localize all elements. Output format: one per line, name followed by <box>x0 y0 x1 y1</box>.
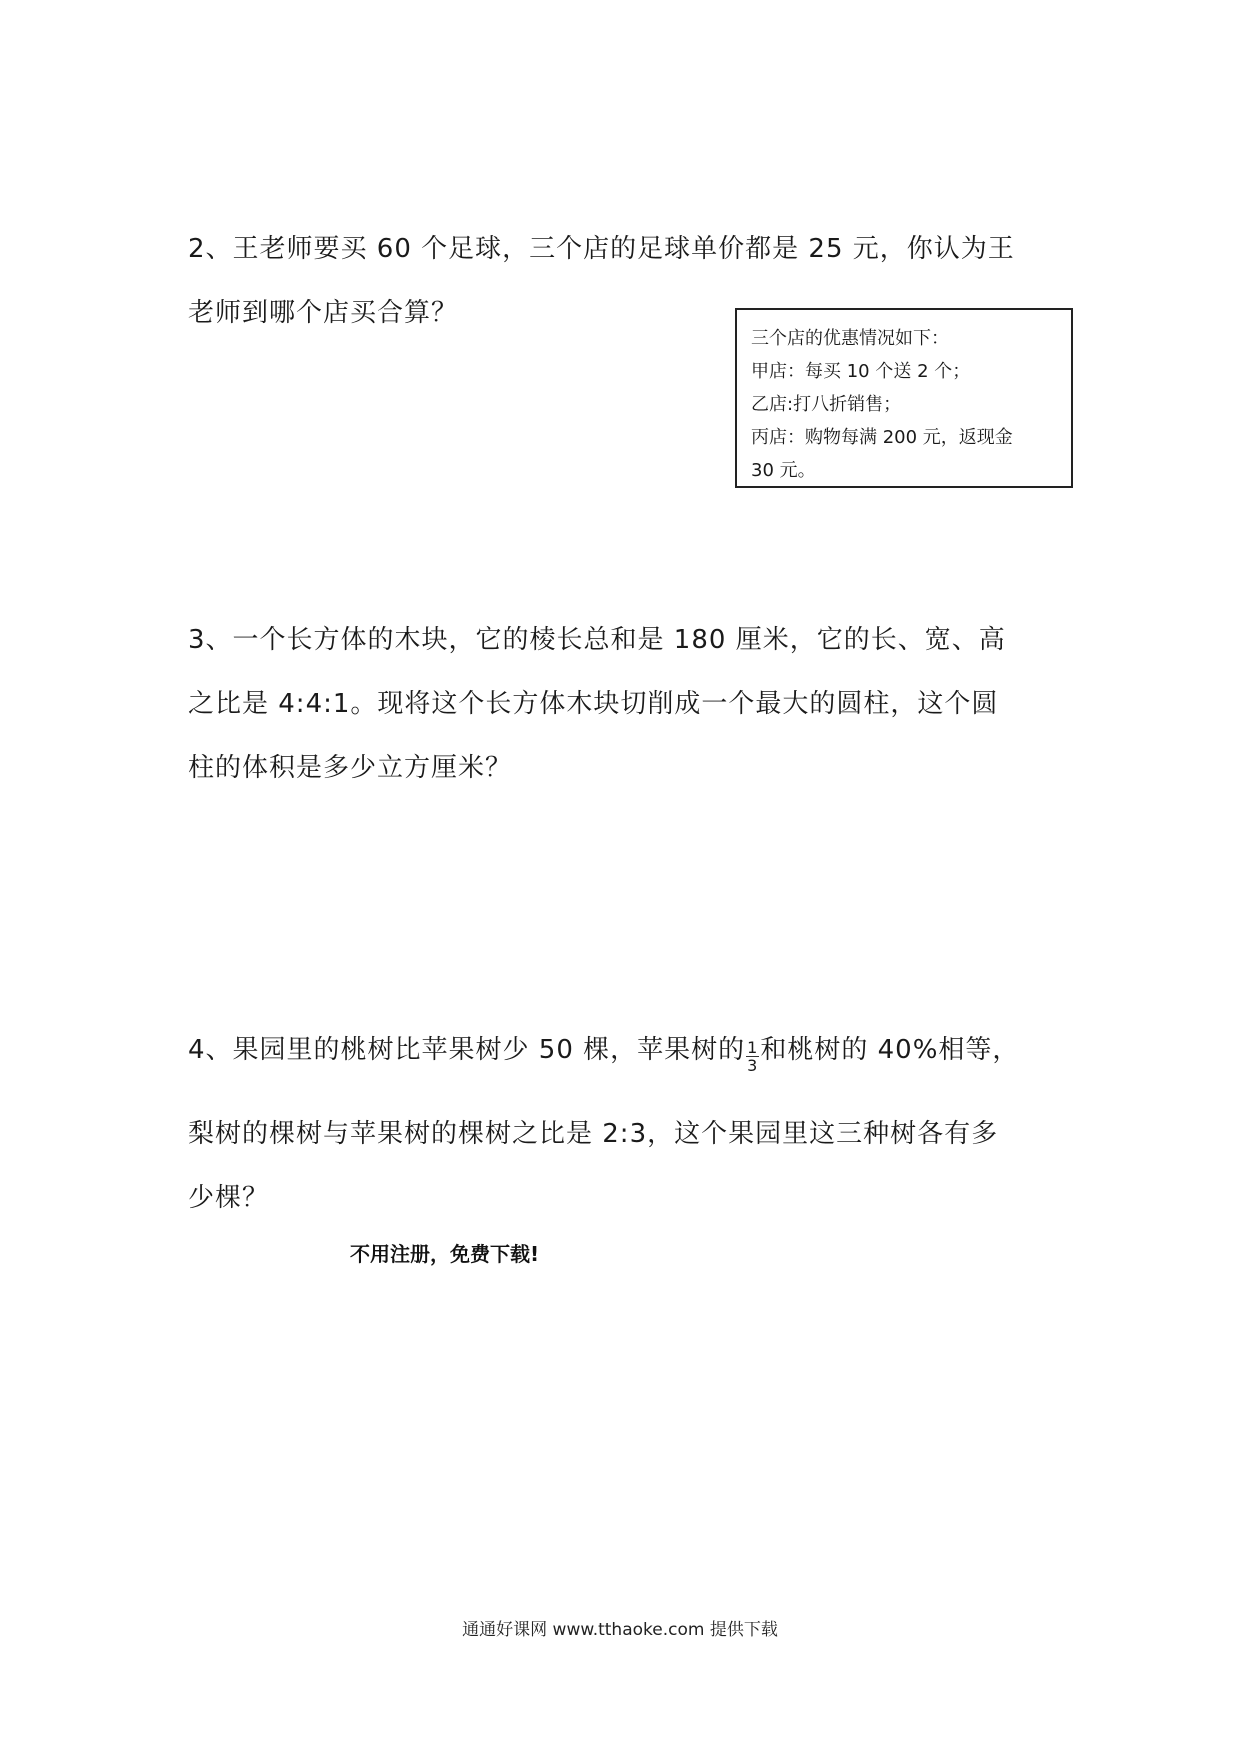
question-4-line-1-end: 和桃树的 40%相等， <box>760 1035 1020 1065</box>
fraction-denominator: 3 <box>747 1056 759 1075</box>
offer-shop-c-line-2: 30 元。 <box>751 460 816 481</box>
page-footer: 通通好课网 www.tthaoke.com 提供下载 <box>462 1620 778 1640</box>
offers-title: 三个店的优惠情况如下： <box>751 328 949 349</box>
offer-shop-b: 乙店:打八折销售； <box>751 394 902 415</box>
one-third-fraction <box>746 1039 759 1074</box>
offer-shop-c-line-1: 丙店：购物每满 200 元，返现金 <box>751 427 1013 448</box>
question-4-line-1 <box>188 1018 1068 1102</box>
offer-shop-a: 甲店：每买 10 个送 2 个； <box>751 361 971 382</box>
shop-offers-box <box>735 308 1073 488</box>
question-3 <box>188 608 1068 800</box>
free-download-note: 不用注册，免费下载! <box>350 1242 540 1266</box>
question-4-line-2: 梨树的棵树与苹果树的棵树之比是 2:3，这个果园里这三种树各有多 <box>188 1119 999 1149</box>
question-2-line-2: 老师到哪个店买合算？ <box>188 298 459 328</box>
question-3-line-3: 柱的体积是多少立方厘米？ <box>188 753 513 783</box>
question-4 <box>188 1018 1068 1230</box>
fraction-numerator: 1 <box>747 1038 759 1057</box>
question-2-line-1: 2、王老师要买 60 个足球，三个店的足球单价都是 25 元，你认为王 <box>188 234 1015 264</box>
question-4-line-3: 少棵？ <box>188 1183 270 1213</box>
question-3-line-1: 3、一个长方体的木块，它的棱长总和是 180 厘米，它的长、宽、高 <box>188 625 1006 655</box>
question-3-line-2: 之比是 4:4:1。现将这个长方体木块切削成一个最大的圆柱，这个圆 <box>188 689 999 719</box>
question-4-line-1-start: 4、果园里的桃树比苹果树少 50 棵，苹果树的 <box>188 1035 746 1065</box>
